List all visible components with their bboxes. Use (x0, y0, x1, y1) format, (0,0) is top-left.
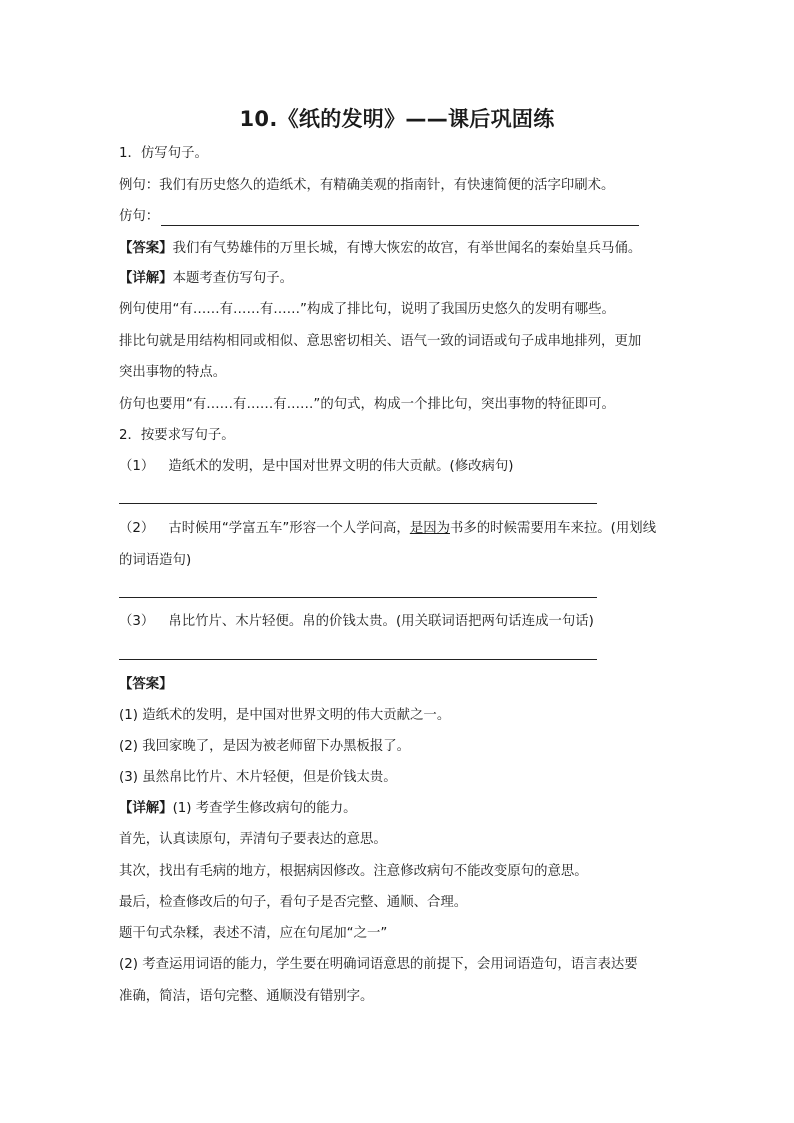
q1-heading: 1．仿写句子。 (119, 146, 208, 161)
page-title: 10.《纸的发明》——课后巩固练 (239, 107, 555, 131)
q1-imitate-label: 仿句： (119, 209, 160, 224)
q2-heading: 2．按要求写句子。 (119, 428, 235, 443)
q2-s2-post: 书多的时候需要用车来拉。(用划线 (450, 521, 657, 536)
q2-answer-3: (3) 虽然帛比竹片、木片轻便，但是价钱太贵。 (119, 770, 397, 785)
q1-example: 例句：我们有历史悠久的造纸术，有精确美观的指南针，有快速简便的活字印刷术。 (119, 178, 615, 193)
q2-sentence-2 (119, 520, 656, 538)
q2-s2-answer-line[interactable] (119, 597, 597, 598)
q1-explain-3: 仿句也要用“有……有……有……”的句式，构成一个排比句，突出事物的特征即可。 (119, 397, 615, 412)
q2-answer-tag: 【答案】 (119, 677, 173, 692)
q1-explain-2a: 排比句就是用结构相同或相似、意思密切相关、语气一致的词语或句子成串地排列，更加 (119, 334, 642, 349)
q2-detail-6b: 准确，简洁，语句完整、通顺没有错别字。 (119, 989, 374, 1004)
q2-detail-4: 最后，检查修改后的句子，看句子是否完整、通顺、合理。 (119, 895, 468, 910)
q2-s2-underlined-word: 是因为 (409, 521, 450, 536)
q2-answer-2: (2) 我回家晚了，是因为被老师留下办黑板报了。 (119, 739, 411, 754)
q2-detail-2: 首先，认真读原句，弄清句子要表达的意思。 (119, 832, 387, 847)
q1-explain-1: 例句使用“有……有……有……”构成了排比句，说明了我国历史悠久的发明有哪些。 (119, 302, 615, 317)
q2-s1-text: 造纸术的发明，是中国对世界文明的伟大贡献。(修改病句) (168, 459, 514, 474)
q2-sentence-1 (119, 458, 514, 476)
q2-detail-1: (1) 考查学生修改病句的能力。 (172, 801, 357, 816)
q1-answer-text: 我们有气势雄伟的万里长城，有博大恢宏的故宫，有举世闻名的秦始皇兵马俑。 (172, 241, 642, 256)
q2-sentence-3 (119, 613, 594, 631)
q1-explain-2b: 突出事物的特点。 (119, 365, 227, 380)
q2-s1-answer-line[interactable] (119, 503, 597, 504)
q2-s3-num: （3） (119, 614, 155, 629)
q2-answer-1: (1) 造纸术的发明，是中国对世界文明的伟大贡献之一。 (119, 708, 451, 723)
q1-answer-tag: 【答案】 (119, 241, 173, 256)
q2-detail-3: 其次，找出有毛病的地方，根据病因修改。注意修改病句不能改变原句的意思。 (119, 864, 588, 879)
q2-s1-num: （1） (119, 459, 155, 474)
q2-s3-text: 帛比竹片、木片轻便。帛的价钱太贵。(用关联词语把两句话连成一句话) (168, 614, 594, 629)
q2-s2-num: （2） (119, 521, 155, 536)
q2-s3-answer-line[interactable] (119, 659, 597, 660)
q2-detail-6a: (2) 考查运用词语的能力，学生要在明确词语意思的前提下，会用词语造句，语言表达要 (119, 957, 638, 972)
q2-s2-pre: 古时候用“学富五车”形容一个人学问高， (168, 521, 410, 536)
q2-detail-tag: 【详解】 (119, 801, 173, 816)
q2-s2-cont: 的词语造句) (119, 553, 192, 568)
q1-detail-tag: 【详解】 (119, 271, 173, 286)
q1-detail-text: 本题考查仿写句子。 (172, 271, 294, 286)
q2-detail (119, 800, 356, 818)
q2-detail-5: 题干句式杂糅，表述不清，应在句尾加“之一” (119, 926, 388, 941)
q1-imitate-line (119, 208, 639, 226)
q1-answer (119, 240, 641, 258)
q1-detail (119, 270, 293, 288)
q1-answer-blank[interactable] (161, 211, 639, 226)
